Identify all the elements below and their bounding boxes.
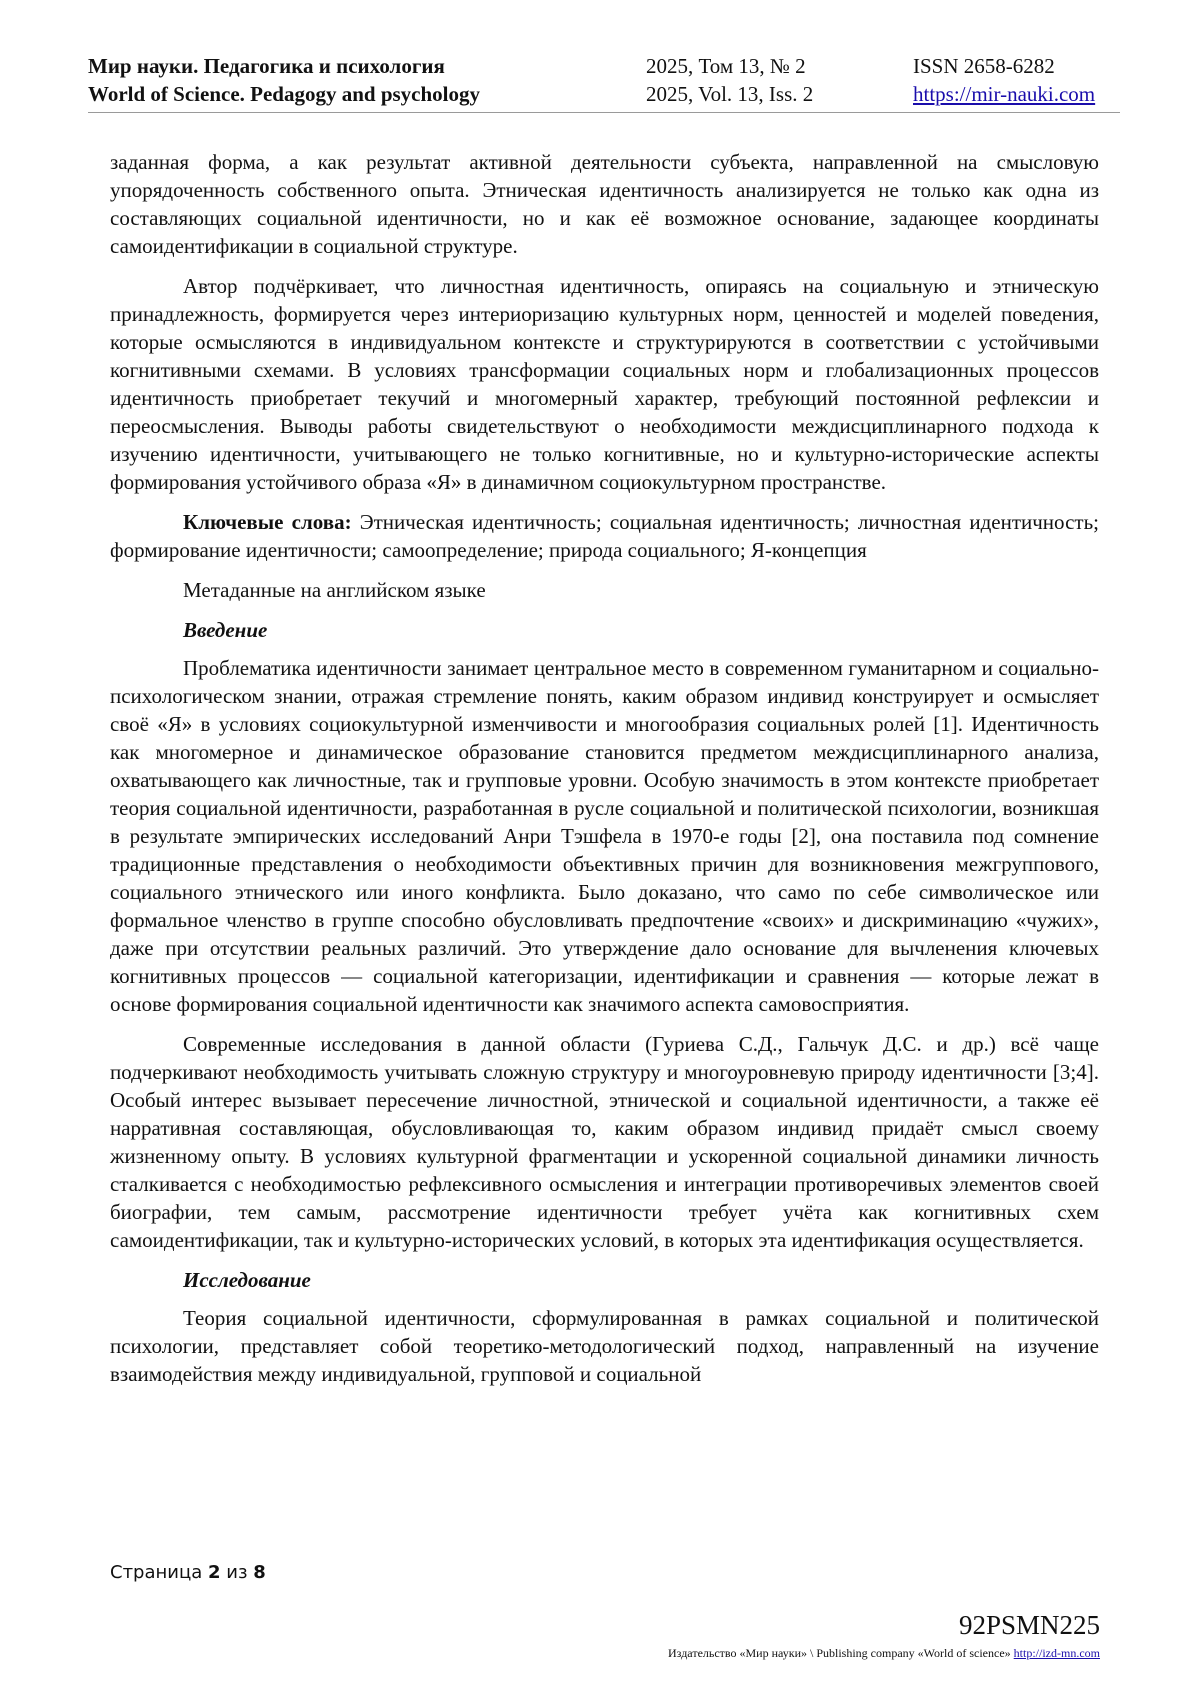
- journal-title-en: World of Science. Pedagogy and psychology: [88, 82, 481, 106]
- paragraph-2: Автор подчёркивает, что личностная идентичность, опираясь на социальную и этническую принадлежность, формируется через интериоризацию культурных норм, ценностей и моделей поведения, которые осмысляются в индивидуальном контексте и структурируются в соответствии с устойчивыми когнитивными схемами. В условиях трансформации социальных норм и глобализационных процессов идентичность приобретает текучий и многомерный характер, требующий постоянной рефлексии и переосмысления. Выводы работы свидетельствуют о необходимости междисциплинарного подхода к изучению идентичности, учитывающего не только когнитивные, но и культурно-исторические аспекты формирования устойчивого образа «Я» в динамичном социокультурном пространстве.: [110, 274, 1099, 494]
- journal-url-link[interactable]: https://mir-nauki.com: [913, 82, 1096, 106]
- volume-ru: 2025, Том 13, № 2: [646, 54, 806, 78]
- journal-title-ru: Мир науки. Педагогика и психология: [88, 54, 445, 78]
- page-total: 8: [253, 1562, 266, 1583]
- paragraph-3: Проблематика идентичности занимает центральное место в современном гуманитарном и социально-психологическом знании, отражая стремление понять, каким образом индивид конструирует и осмысляет своё «Я» в условиях социокультурной изменчивости и многообразия социальных ролей [1]. Идентичность как многомерное и динамическое образование становится предметом междисциплинарного анализа, охватывающего как личностные, так и групповые уровни. Особую значимость в этом контексте приобретает теория социальной идентичности, разработанная в русле социальной и политической психологии, возникшая в результате эмпирических исследований Анри Тэшфела в 1970-е годы [2], она поставила под сомнение традиционные представления о необходимости объективных причин для возникновения межгруппового, социального этнического или иного конфликта. Было доказано, что само по себе символическое или формальное членство в группе способно обусловливать предпочтение «своих» и дискриминацию «чужих», даже при отсутствии реальных различий. Это утверждение дало основание для вычленения ключевых когнитивных процессов — социальной категоризации, идентификации и сравнения — которые лежат в основе формирования социальной идентичности как значимого аспекта самовосприятия.: [110, 656, 1099, 1016]
- article-body: [110, 148, 1099, 1400]
- section-heading-research: Исследование: [183, 1268, 311, 1292]
- header-divider: [88, 112, 1120, 113]
- issn: ISSN 2658-6282: [913, 54, 1055, 78]
- keywords-text: Этническая идентичность; социальная идентичность; личностная идентичность; формирование идентичности; самоопределение; природа социального; Я-концепция: [110, 510, 1099, 562]
- keywords-paragraph: [110, 508, 1099, 564]
- page-counter: [110, 1562, 266, 1583]
- page-header: [88, 52, 1120, 112]
- journal-title: [88, 52, 480, 108]
- keywords-label: Ключевые слова:: [183, 510, 352, 534]
- page-label: Страница: [110, 1562, 203, 1583]
- publisher-text: Издательство «Мир науки» \ Publishing company «World of science»: [668, 1646, 1014, 1660]
- metadata-note: Метаданные на английском языке: [183, 578, 486, 602]
- paragraph-1: заданная форма, а как результат активной деятельности субъекта, направленной на смысловую упорядоченность собственного опыта. Этническая идентичность анализируется не только как одна из составляющих социальной идентичности, но и как её возможное основание, задающее координаты самоидентификации в социальной структуре.: [110, 150, 1099, 258]
- paragraph-5: Теория социальной идентичности, сформулированная в рамках социальной и политической психологии, представляет собой теоретико-методологический подход, направленный на изучение взаимодействия между индивидуальной, групповой и социальной: [110, 1306, 1099, 1386]
- paragraph-4: Современные исследования в данной области (Гуриева С.Д., Гальчук Д.С. и др.) всё чаще подчеркивают необходимость учитывать сложную структуру и многоуровневую природу идентичности [3;4]. Особый интерес вызывает пересечение личностной, этнической и социальной идентичности, а также её нарративная составляющая, обусловливающая то, каким образом индивид придаёт смысл своему жизненному опыту. В условиях культурной фрагментации и ускоренной социальной динамики личность сталкивается с необходимостью рефлексивного осмысления и интеграции противоречивых элементов своей биографии, тем самым, рассмотрение идентичности требует учёта как когнитивных схем самоидентификации, так и культурно-исторических условий, в которых эта идентификация осуществляется.: [110, 1032, 1099, 1252]
- publisher-line: [668, 1646, 1100, 1661]
- volume-en: 2025, Vol. 13, Iss. 2: [646, 82, 814, 106]
- issn-block: [913, 52, 1095, 108]
- page-of: из: [226, 1562, 248, 1583]
- document-code: 92PSMN225: [958, 1610, 1100, 1640]
- section-heading-intro: Введение: [183, 618, 268, 642]
- volume-info: [646, 52, 813, 108]
- publisher-link[interactable]: http://izd-mn.com: [1013, 1646, 1100, 1660]
- page-current: 2: [208, 1562, 221, 1583]
